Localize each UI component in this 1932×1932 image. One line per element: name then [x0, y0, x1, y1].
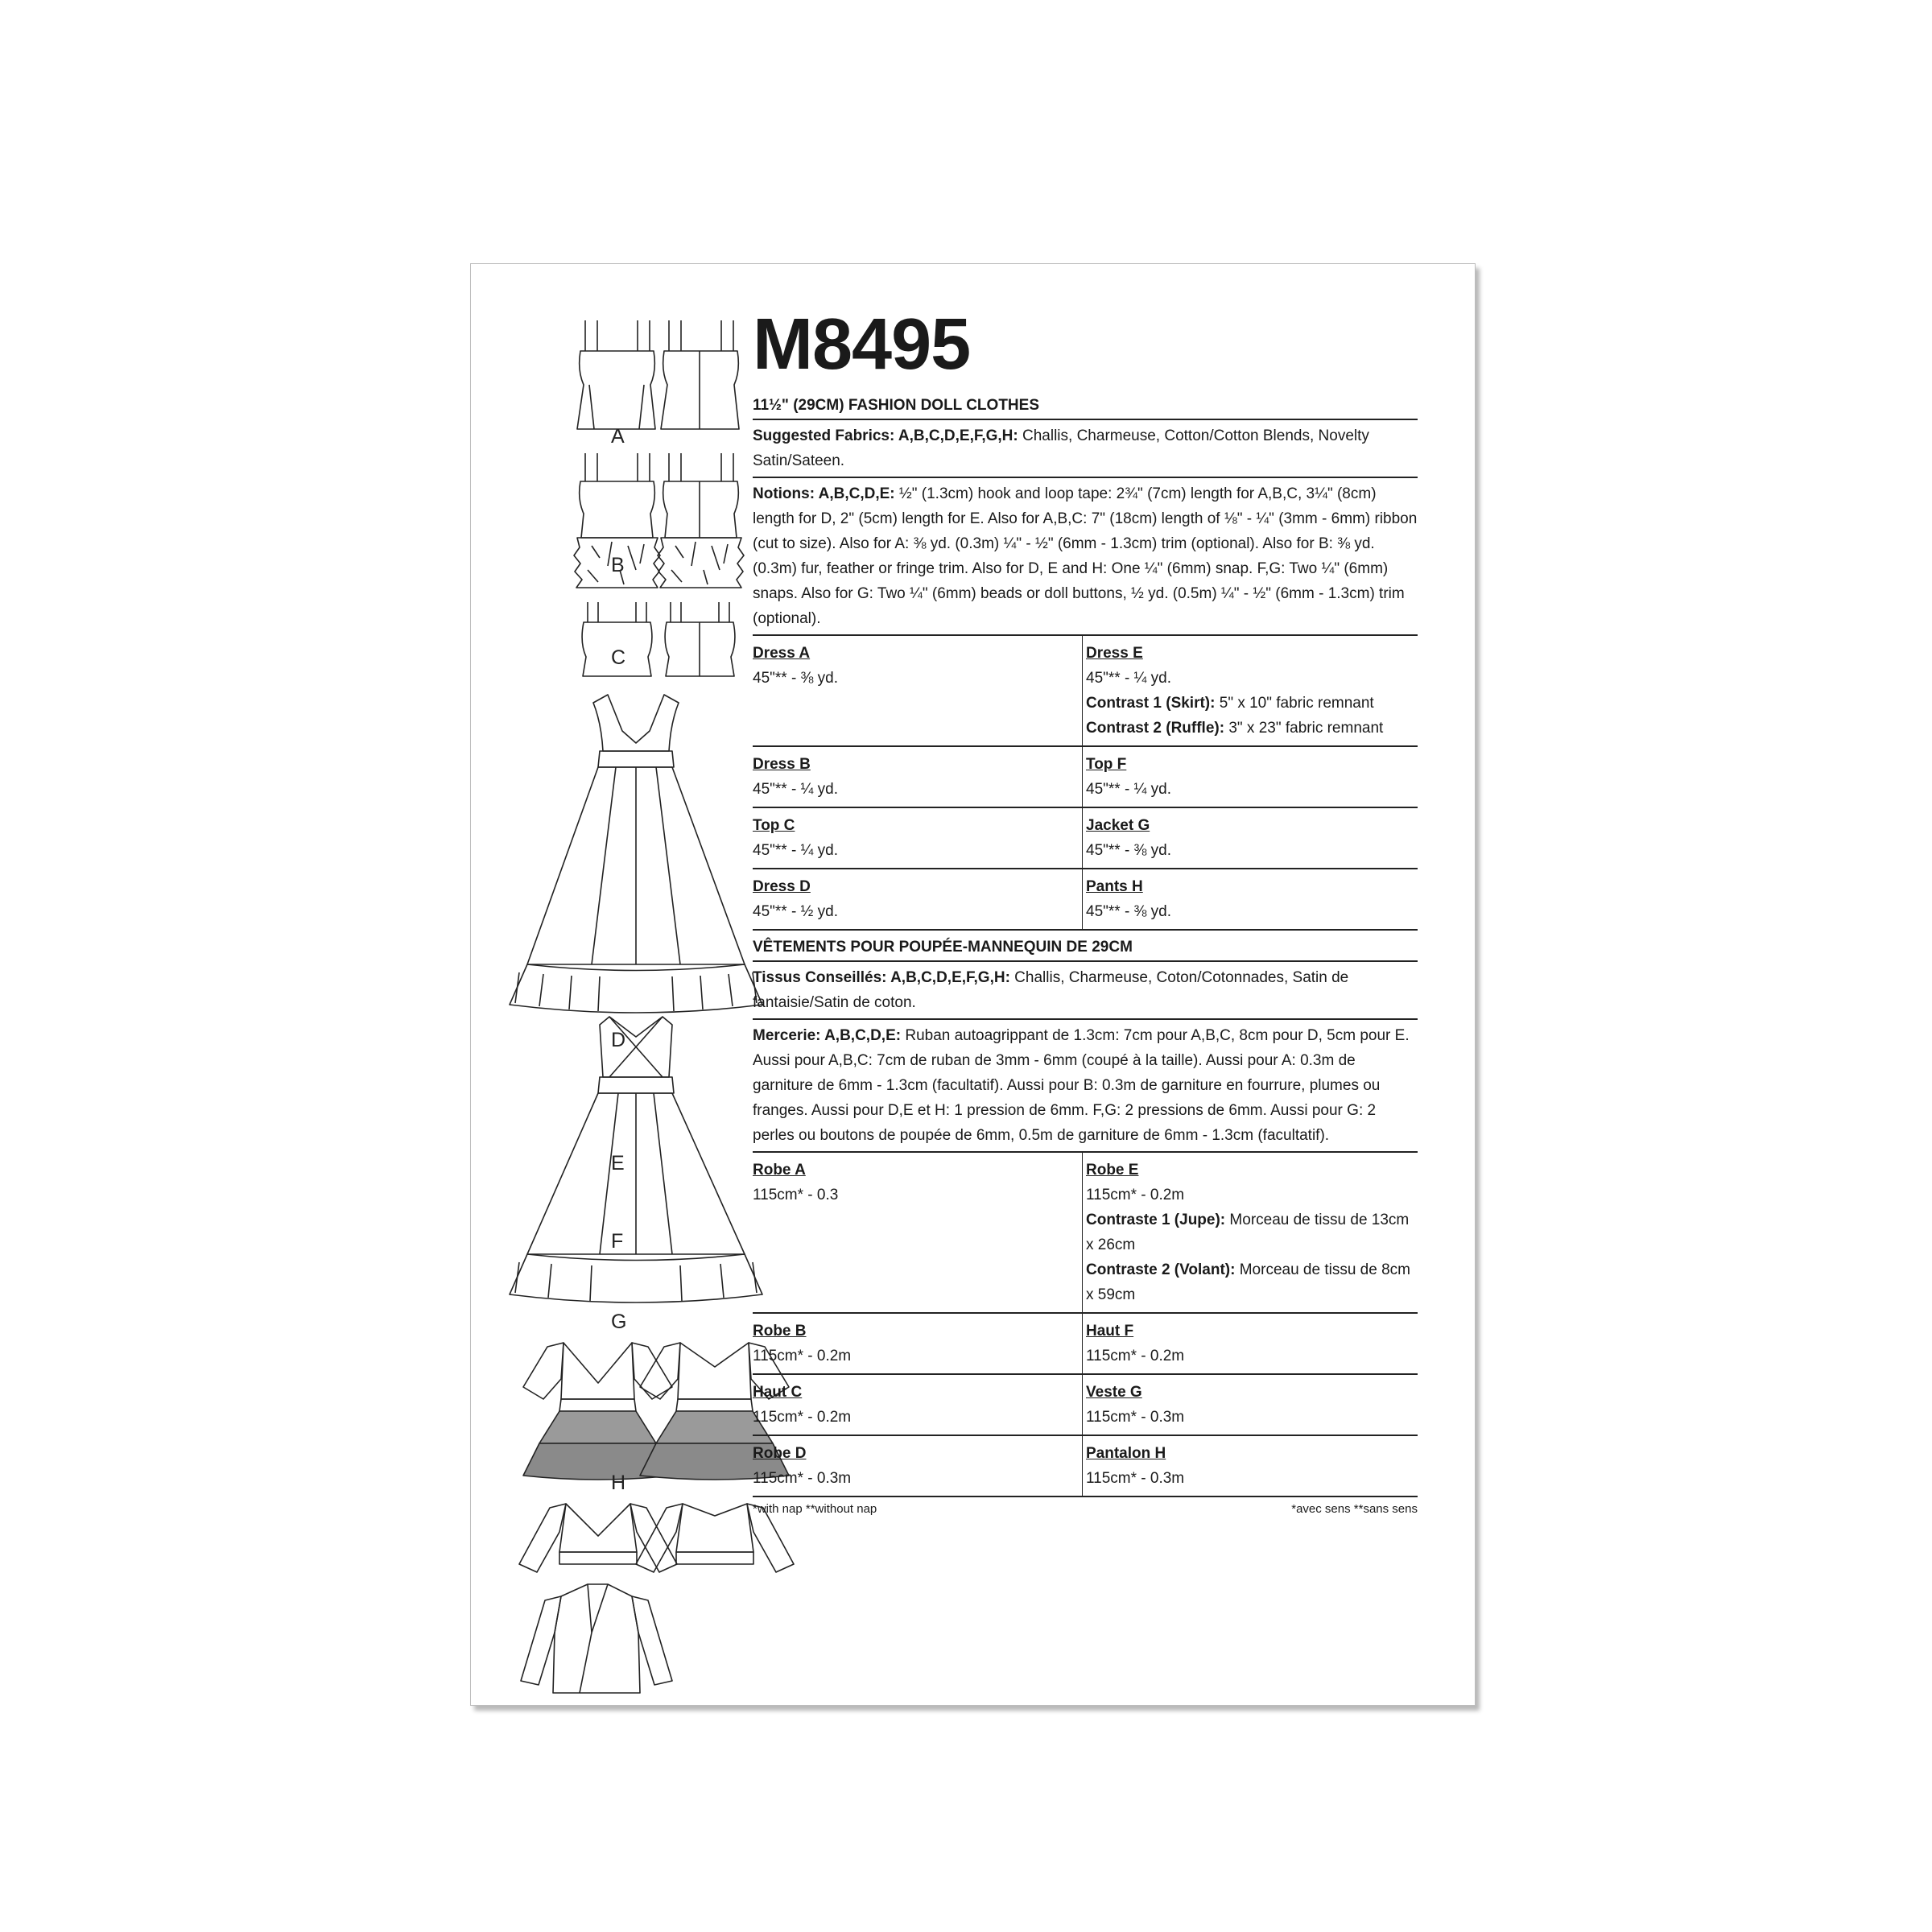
- yardage-cell: [1083, 747, 1418, 808]
- yardage-value: 45"** - ½ yd.: [753, 903, 839, 920]
- yardage-cell: [1083, 1153, 1418, 1314]
- view-name: Haut F: [1086, 1323, 1134, 1340]
- footnotes: [753, 1502, 1418, 1516]
- yardage-cell: [753, 1375, 1083, 1436]
- yardage-value: 115cm* - 0.3m: [753, 1470, 852, 1487]
- notions-fr: [753, 1020, 1418, 1153]
- fabrics-label-en: Suggested Fabrics: A,B,C,D,E,F,G,H:: [753, 427, 1018, 444]
- contrast-label: Contrast 2 (Ruffle):: [1086, 720, 1225, 737]
- view-label-g: G: [611, 1311, 627, 1333]
- yardage-value: 45"** - ⅜ yd.: [1086, 903, 1172, 920]
- contrast-label: Contraste 1 (Jupe):: [1086, 1212, 1226, 1228]
- contrast-line: [1086, 1257, 1418, 1307]
- view-name: Top F: [1086, 756, 1127, 773]
- yardage-cell: [753, 869, 1083, 931]
- contrast-line: [1086, 1208, 1418, 1257]
- view-name: Pants H: [1086, 878, 1143, 895]
- view-label-c: C: [611, 646, 626, 669]
- yardage-cell: [753, 1314, 1083, 1375]
- contrast-text: Morceau de tissu de 8cm x 59cm: [1086, 1261, 1410, 1303]
- contrast-label: Contrast 1 (Skirt):: [1086, 695, 1216, 712]
- yardage-value: 115cm* - 0.3m: [1086, 1409, 1185, 1426]
- contrast-text: Morceau de tissu de 13cm x 26cm: [1086, 1212, 1410, 1253]
- pattern-envelope-back: [470, 263, 1476, 1706]
- notions-text-en: ½" (1.3cm) hook and loop tape: 2¾" (7cm) length for A,B,C, 3¼" (8cm) length for D, 2" (5cm) length for E. Also for A,B,C: 7" (18cm) length of ⅛" - ¼" (3mm - 6mm) ribbon (cut to size). Also for A: ⅜ yd. (0.3m) ¼" - ½" (6mm - 1.3cm) trim (optional). Also for B: ⅜ yd. (0.3m) fur, feather or fringe trim. Also for D, E and H: One ¼" (6mm) snap. F,G: Two ¼" (6mm) snaps. Also for G: Two ¼" (6mm) beads or doll buttons, ½ yd. (0.5m) ¼" - ½" (6mm - 1.3cm) trim (optional).: [753, 485, 1418, 627]
- pattern-number: M8495: [753, 304, 971, 385]
- view-name: Dress B: [753, 756, 811, 773]
- yardage-value: 115cm* - 0.2m: [1086, 1348, 1185, 1364]
- view-name: Dress D: [753, 878, 811, 895]
- yardage-value: 45"** - ¼ yd.: [1086, 670, 1172, 687]
- yardage-cell: [753, 636, 1083, 747]
- yardage-value: 45"** - ¼ yd.: [1086, 781, 1172, 798]
- notions-text-fr: Ruban autoagrippant de 1.3cm: 7cm pour A,B,C, 8cm pour D, 5cm pour E. Aussi pour A,B,C: 7cm de ruban de 3mm - 6mm (coupé à la taille). Aussi pour A: 0.3m de garniture de 6mm - 1.3cm (facultatif). Aussi pour B: 0.3m de garniture en fourrure, plumes ou franges. Aussi pour D,E et H: 1 pression de 6mm. F,G: 2 pressions de 6mm. Aussi pour G: 2 perles ou boutons de poupée de 6mm, 0.5m de garniture de 6mm - 1.3cm (facultatif).: [753, 1027, 1410, 1144]
- yardage-table-fr: [753, 1153, 1418, 1497]
- view-label-f: F: [611, 1230, 624, 1253]
- yardage-value: 115cm* - 0.3m: [1086, 1470, 1185, 1487]
- view-name: Pantalon H: [1086, 1445, 1166, 1462]
- view-name: Robe B: [753, 1323, 807, 1340]
- yardage-cell: [1083, 1314, 1418, 1375]
- yardage-value: 45"** - ⅜ yd.: [753, 670, 839, 687]
- view-name: Dress A: [753, 645, 811, 662]
- yardage-value: 115cm* - 0.2m: [1086, 1187, 1185, 1203]
- yardage-cell: [753, 808, 1083, 869]
- view-label-b: B: [611, 554, 625, 576]
- fabrics-label-fr: Tissus Conseillés: A,B,C,D,E,F,G,H:: [753, 969, 1010, 986]
- view-name: Robe D: [753, 1445, 807, 1462]
- view-label-a: A: [611, 425, 625, 448]
- yardage-cell: [753, 1153, 1083, 1314]
- yardage-value: 115cm* - 0.3: [753, 1187, 839, 1203]
- view-name: Jacket G: [1086, 817, 1150, 834]
- yardage-value: 115cm* - 0.2m: [753, 1409, 852, 1426]
- yardage-value: 45"** - ⅜ yd.: [1086, 842, 1172, 859]
- yardage-cell: [1083, 636, 1418, 747]
- footnote-en: *with nap **without nap: [753, 1502, 877, 1516]
- pattern-info: [753, 304, 1418, 1516]
- title-english: 11½" (29CM) FASHION DOLL CLOTHES: [753, 397, 1418, 420]
- view-name: Top C: [753, 817, 795, 834]
- yardage-cell: [1083, 808, 1418, 869]
- yardage-cell: [1083, 869, 1418, 931]
- view-name: Veste G: [1086, 1384, 1142, 1401]
- yardage-cell: [1083, 1436, 1418, 1497]
- yardage-table-en: [753, 636, 1418, 931]
- view-label-d: D: [611, 1029, 626, 1051]
- view-name: Dress E: [1086, 645, 1143, 662]
- view-name: Haut C: [753, 1384, 803, 1401]
- footnote-fr: *avec sens **sans sens: [1291, 1502, 1418, 1516]
- suggested-fabrics-en: [753, 420, 1418, 478]
- contrast-line: [1086, 691, 1418, 716]
- contrast-line: [1086, 716, 1418, 741]
- view-label-h: H: [611, 1472, 626, 1494]
- title-french: VÊTEMENTS POUR POUPÉE-MANNEQUIN DE 29CM: [753, 939, 1418, 962]
- sketch-view-g: [521, 1584, 672, 1693]
- yardage-value: 45"** - ¼ yd.: [753, 842, 839, 859]
- fabrics-text-fr: Challis, Charmeuse, Coton/Cotonnades, Satin de fantaisie/Satin de coton.: [753, 969, 1349, 1011]
- yardage-cell: [753, 747, 1083, 808]
- fabrics-text-en: Challis, Charmeuse, Cotton/Cotton Blends, Novelty Satin/Sateen.: [753, 427, 1369, 469]
- yardage-cell: [753, 1436, 1083, 1497]
- view-name: Robe A: [753, 1162, 806, 1179]
- yardage-value: 45"** - ¼ yd.: [753, 781, 839, 798]
- contrast-text: 3" x 23" fabric remnant: [1224, 720, 1384, 737]
- view-label-e: E: [611, 1152, 625, 1174]
- contrast-text: 5" x 10" fabric remnant: [1215, 695, 1374, 712]
- notions-label-fr: Mercerie: A,B,C,D,E:: [753, 1027, 902, 1044]
- notions-en: [753, 478, 1418, 636]
- notions-label-en: Notions: A,B,C,D,E:: [753, 485, 895, 502]
- yardage-value: 115cm* - 0.2m: [753, 1348, 852, 1364]
- yardage-cell: [1083, 1375, 1418, 1436]
- contrast-label: Contraste 2 (Volant):: [1086, 1261, 1236, 1278]
- suggested-fabrics-fr: [753, 962, 1418, 1020]
- view-name: Robe E: [1086, 1162, 1139, 1179]
